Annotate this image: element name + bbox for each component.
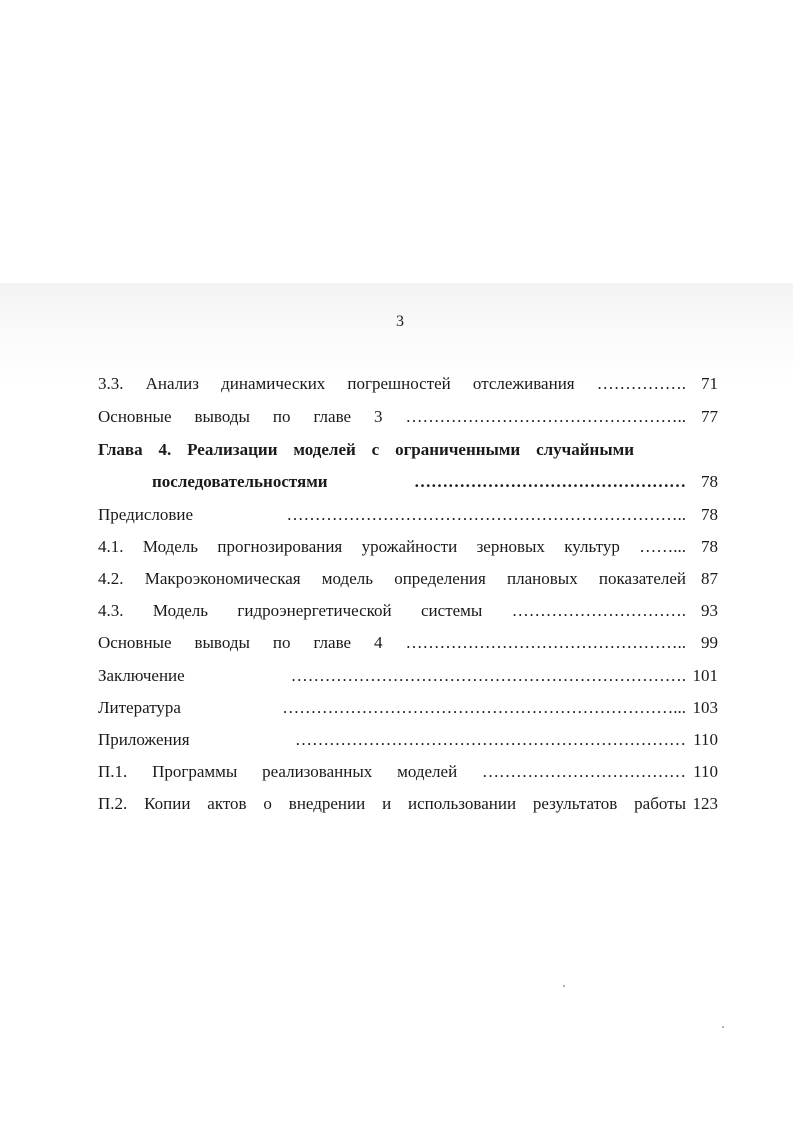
- toc-entry-title: Предисловие ……………………………………………………………..: [98, 505, 686, 524]
- toc-entry-title: Литература ……………………………………………………………...: [98, 698, 686, 717]
- toc-entry-3-3: [98, 372, 718, 396]
- toc-entry-title: Основные выводы по главе 3 …………………………………………..: [98, 407, 686, 426]
- toc-entry-page: 103: [692, 698, 718, 717]
- toc-entry-title: Заключение …………………………………………………………….: [98, 666, 686, 685]
- toc-entry-title: 4.2. Макроэкономическая модель определения плановых показателей: [98, 569, 686, 588]
- toc-entry-4-3: [98, 599, 718, 623]
- toc-entry-conclusions-ch4: [98, 631, 718, 655]
- scan-speck: [563, 985, 565, 987]
- toc-entry-appendix-2: [98, 792, 718, 816]
- toc-entry-page: 110: [693, 730, 718, 749]
- toc-entry-4-1: [98, 535, 718, 559]
- toc-entry-conclusions-ch3: [98, 405, 718, 429]
- toc-entry-conclusion: [98, 664, 718, 688]
- scan-speck: [722, 1026, 724, 1028]
- toc-entry-title: 4.1. Модель прогнозирования урожайности зерновых культур ……...: [98, 537, 686, 556]
- toc-entry-page: 71: [701, 374, 718, 393]
- toc-entry-literature: [98, 696, 718, 720]
- toc-entry-page: 78: [701, 505, 718, 524]
- toc-entry-page: 78: [701, 537, 718, 556]
- toc-chapter-4-heading: Глава 4. Реализации моделей с ограниченными случайными: [98, 440, 634, 459]
- toc-entry-title: Основные выводы по главе 4 …………………………………………..: [98, 633, 686, 652]
- toc-entry-title: Приложения ……………………………………………………………: [98, 730, 686, 749]
- toc-entry-page: 93: [701, 601, 718, 620]
- toc-entry-page: 110: [693, 762, 718, 781]
- toc-entry-page: 123: [692, 794, 718, 813]
- toc-entry-title: 4.3. Модель гидроэнергетической системы ………………………….: [98, 601, 686, 620]
- toc-entry-appendices: [98, 728, 718, 752]
- toc-entry-title: 3.3. Анализ динамических погрешностей отслеживания …………….: [98, 374, 686, 393]
- toc-entry-4-2: [98, 567, 718, 591]
- toc-entry-preface: [98, 503, 718, 527]
- toc-entry-title: П.1. Программы реализованных моделей ………………………………: [98, 762, 686, 781]
- page-number: 3: [396, 313, 404, 330]
- toc-chapter-4-heading-cont: [152, 470, 718, 494]
- toc-entry-page: 101: [692, 666, 718, 685]
- toc-entry-title: П.2. Копии актов о внедрении и использовании результатов работы: [98, 794, 686, 813]
- toc-entry-page: 99: [701, 633, 718, 652]
- toc-entry-page: 78: [701, 472, 718, 491]
- toc-entry-appendix-1: [98, 760, 718, 784]
- toc-entry-page: 87: [701, 569, 718, 588]
- toc-entry-title: последовательностями …………………………………………: [152, 472, 686, 491]
- toc-entry-page: 77: [701, 407, 718, 426]
